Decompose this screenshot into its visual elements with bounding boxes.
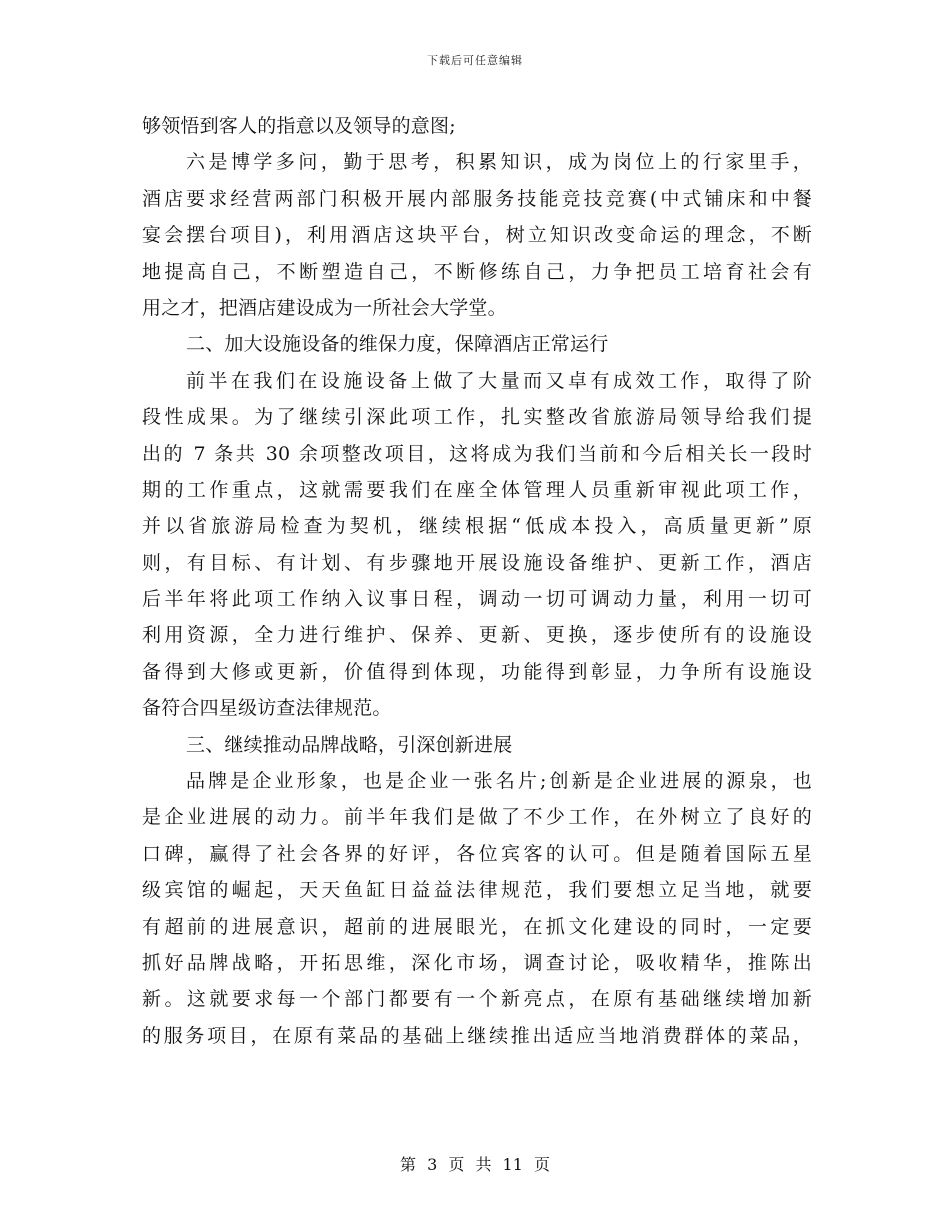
text-line: 备得到大修或更新，价值得到体现，功能得到彰显，力争所有设施设: [142, 660, 812, 683]
text-line: 出的 7 条共 30 余项整改项目，这将成为我们当前和今后相关长一段时: [142, 442, 812, 465]
text-line: 是企业进展的动力。前半年我们是做了不少工作，在外树立了良好的: [142, 806, 812, 829]
text-line: 级宾馆的崛起，天天鱼缸日益益法律规范，我们要想立足当地，就要: [142, 879, 812, 902]
section-heading: 三、继续推动品牌战略，引深创新进展: [186, 733, 513, 756]
text-line: 期的工作重点，这就需要我们在座全体管理人员重新审视此项工作，: [142, 478, 812, 501]
text-line: 六是博学多问，勤于思考，积累知识，成为岗位上的行家里手，: [186, 151, 812, 174]
text-line: 口碑，赢得了社会各界的好评，各位宾客的认可。但是随着国际五星: [142, 842, 812, 865]
text-line: 则，有目标、有计划、有步骤地开展设施设备维护、更新工作，酒店: [142, 551, 812, 574]
text-line: 新。这就要求每一个部门都要有一个新亮点，在原有基础继续增加新: [142, 988, 812, 1011]
section-heading: 二、加大设施设备的维保力度，保障酒店正常运行: [186, 333, 609, 356]
text-line: 前半在我们在设施设备上做了大量而又卓有成效工作，取得了阶: [186, 369, 812, 392]
text-line: 后半年将此项工作纳入议事日程，调动一切可调动力量，利用一切可: [142, 588, 812, 611]
text-line: 并以省旅游局检查为契机，继续根据“低成本投入，高质量更新”原: [142, 515, 812, 538]
text-line: 利用资源，全力进行维护、保养、更新、更换，逐步使所有的设施设: [142, 624, 812, 647]
text-line: 地提高自己，不断塑造自己，不断修练自己，力争把员工培育社会有: [142, 260, 812, 283]
text-line: 有超前的进展意识，超前的进展眼光，在抓文化建设的同时，一定要: [142, 915, 812, 938]
text-line: 抓好品牌战略，开拓思维，深化市场，调查讨论，吸收精华，推陈出: [142, 951, 812, 974]
text-line: 宴会摆台项目)，利用酒店这块平台，树立知识改变命运的理念，不断: [142, 224, 812, 247]
text-line: 品牌是企业形象，也是企业一张名片;创新是企业进展的源泉，也: [186, 770, 812, 793]
text-line: 的服务项目，在原有菜品的基础上继续推出适应当地消费群体的菜品，: [142, 1024, 812, 1047]
text-line: 用之才，把酒店建设成为一所社会大学堂。: [142, 296, 507, 319]
page-header: 下载后可任意编辑: [427, 54, 523, 67]
text-line: 酒店要求经营两部门积极开展内部服务技能竞技竞赛(中式铺床和中餐: [142, 187, 812, 210]
page-footer: 第 3 页 共 11 页: [400, 1155, 550, 1174]
text-line: 备符合四星级访查法律规范。: [142, 697, 392, 720]
text-line: 段性成果。为了继续引深此项工作，扎实整改省旅游局领导给我们提: [142, 406, 812, 429]
text-line: 够领悟到客人的指意以及领导的意图;: [142, 115, 456, 137]
document-body: [142, 108, 812, 1054]
